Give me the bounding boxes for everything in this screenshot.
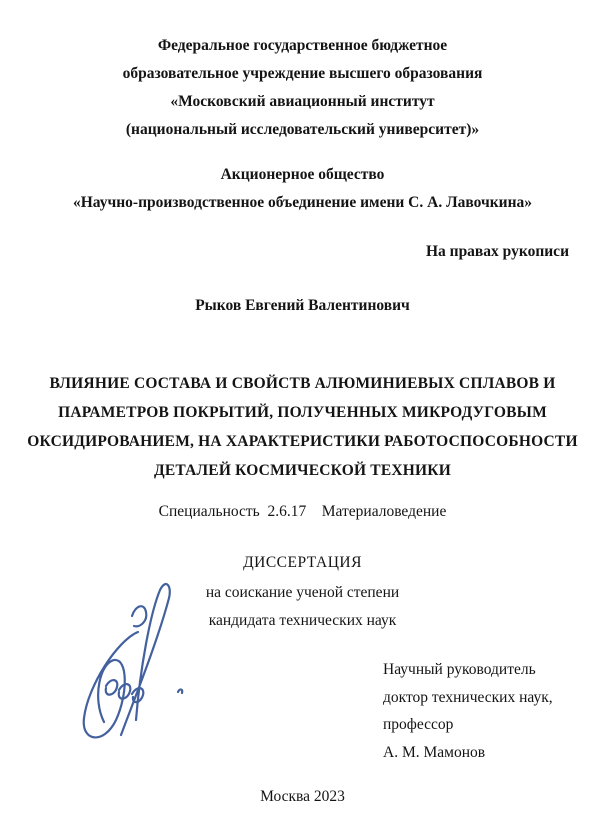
dissertation-heading: ДИССЕРТАЦИЯ [243,554,362,571]
institution-line: образовательное учреждение высшего образования [122,65,483,82]
supervisor-line: профессор [383,716,454,733]
signature-stroke [178,689,182,693]
institution-line: «Московский авиационный институт [170,93,435,110]
supervisor-line: Научный руководитель [383,661,536,678]
author-name-text: Рыков Евгений Валентинович [195,297,410,314]
organization-line: Акционерное общество [220,166,385,183]
signature-stroke [121,584,170,735]
title-line: ОКСИДИРОВАНИЕМ, НА ХАРАКТЕРИСТИКИ РАБОТОСПОСОБНОСТИ [27,433,578,450]
supervisor-line: доктор технических наук, [383,688,553,706]
dissertation-subtitle-line: кандидата технических наук [208,612,397,629]
organization-block [0,161,605,217]
title-line: ДЕТАЛЕЙ КОСМИЧЕСКОЙ ТЕХНИКИ [154,462,451,479]
signature-image [66,570,211,750]
manuscript-note: На правах рукописи [425,243,569,260]
dissertation-title [0,369,605,485]
institution-block [0,32,605,144]
title-line: ПАРАМЕТРОВ ПОКРЫТИЙ, ПОЛУЧЕННЫХ МИКРОДУГОВЫМ [58,404,547,421]
author-name [0,292,605,320]
institution-line: Федеральное государственное бюджетное [157,37,448,54]
dissertation-subtitle-line: на соискание ученой степени [205,584,400,601]
supervisor-block [383,656,553,766]
title-line: ВЛИЯНИЕ СОСТАВА И СВОЙСТВ АЛЮМИНИЕВЫХ СПЛАВОВ И [49,375,556,392]
organization-line: «Научно-производственное объединение имени С. А. Лавочкина» [72,194,533,211]
city-year: Москва 2023 [260,788,345,805]
signature-stroke [132,606,146,626]
institution-line: (национальный исследовательский университет)» [125,121,480,138]
specialty-line: Специальность 2.6.17 Материаловедение [158,503,447,520]
supervisor-line: А. М. Мамонов [383,743,486,761]
